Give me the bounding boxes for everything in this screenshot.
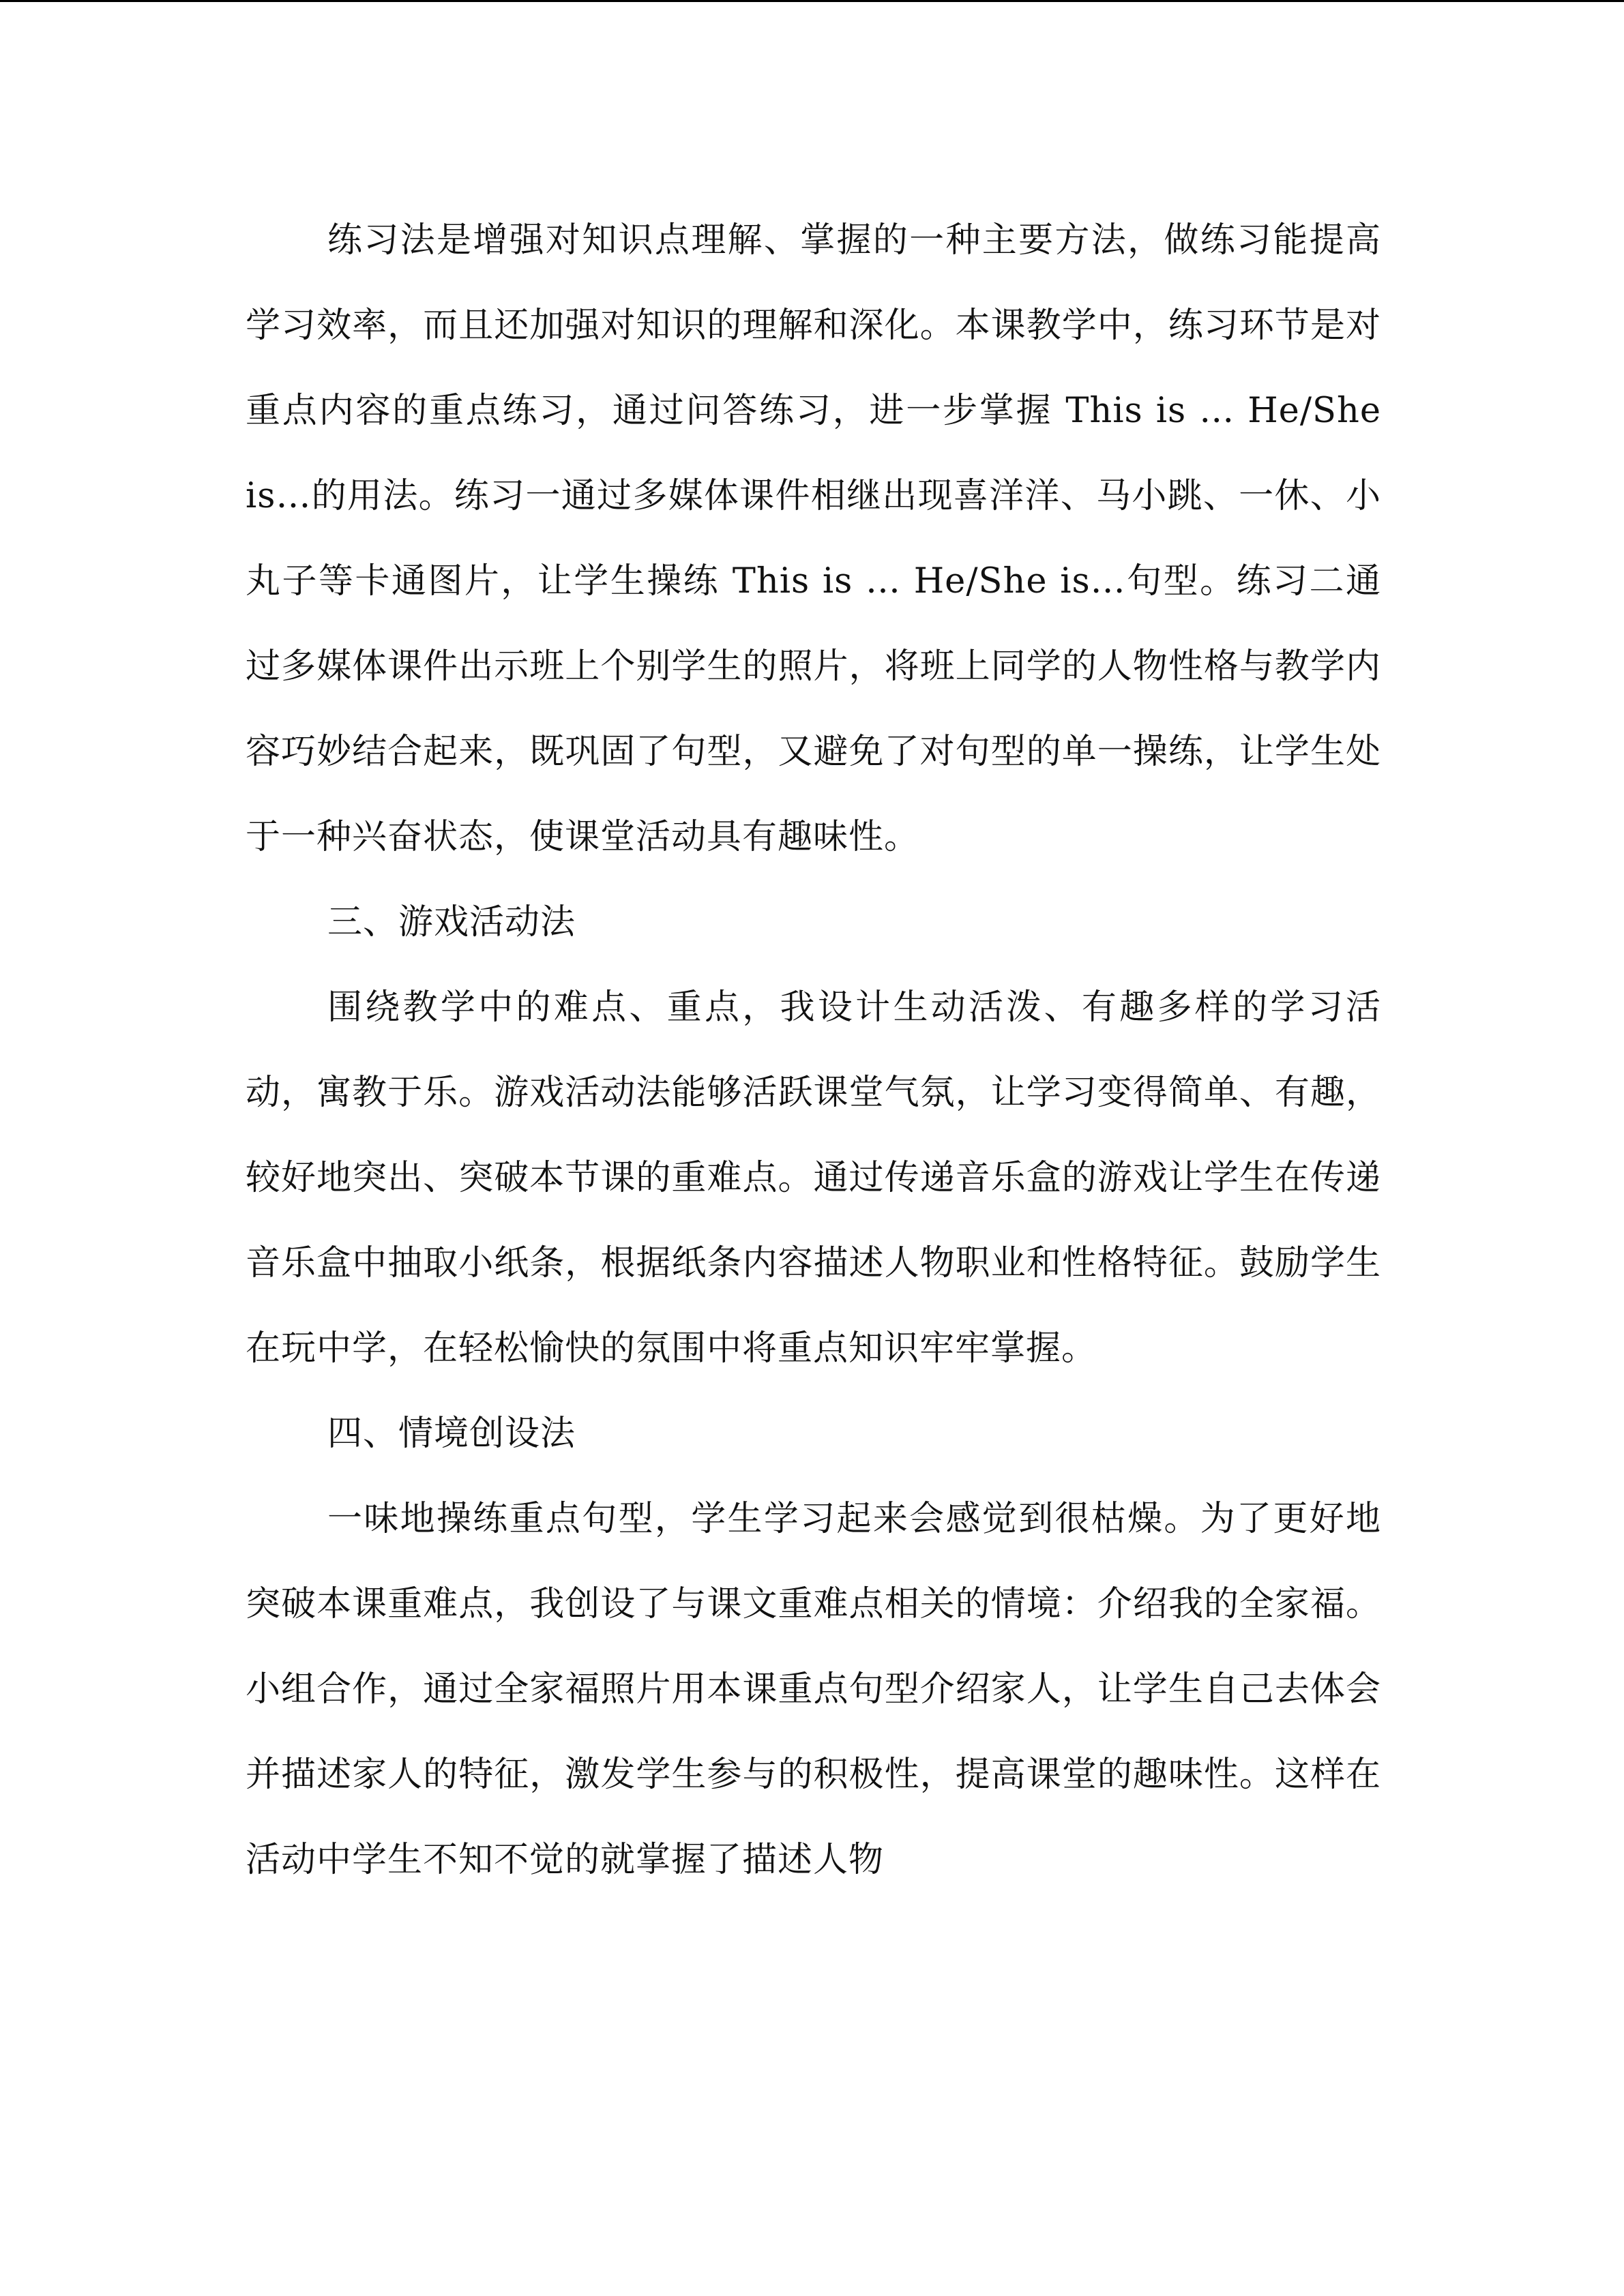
- paragraph-practice-method: 练习法是增强对知识点理解、掌握的一种主要方法，做练习能提高学习效率，而且还加强对知识的理解和深化。本课教学中，练习环节是对重点内容的重点练习，通过问答练习，进一步掌握 This is … He/She is…的用法。练习一通过多媒体课件相继出现喜洋洋、马小跳、一休、小丸子等卡通图片，让学生操练 This is … He/She is…句型。练习二通过多媒体课件出示班上个别学生的照片，将班上同学的人物性格与教学内容巧妙结合起来，既巩固了句型，又避免了对句型的单一操练，让学生处于一种兴奋状态，使课堂活动具有趣味性。: [246, 220, 1381, 857]
- page-top-border: [0, 0, 1624, 2]
- section-heading-game-activity: 三、游戏活动法: [327, 902, 576, 942]
- paragraph-situation-creation: 一味地操练重点句型，学生学习起来会感觉到很枯燥。为了更好地突破本课重难点，我创设了与课文重难点相关的情境：介绍我的全家福。小组合作，通过全家福照片用本课重点句型介绍家人，让学生自己去体会并描述家人的特征，激发学生参与的积极性，提高课堂的趣味性。这样在活动中学生不知不觉的就掌握了描述人物: [246, 1499, 1381, 1880]
- section-heading-situation-creation: 四、情境创设法: [327, 1414, 576, 1454]
- paragraph-game-activity: 围绕教学中的难点、重点，我设计生动活泼、有趣多样的学习活动，寓教于乐。游戏活动法能够活跃课堂气氛，让学习变得简单、有趣，较好地突出、突破本节课的重难点。通过传递音乐盒的游戏让学生在传递音乐盒中抽取小纸条，根据纸条内容描述人物职业和性格特征。鼓励学生在玩中学，在轻松愉快的氛围中将重点知识牢牢掌握。: [246, 987, 1381, 1369]
- document-page: [246, 198, 1381, 1903]
